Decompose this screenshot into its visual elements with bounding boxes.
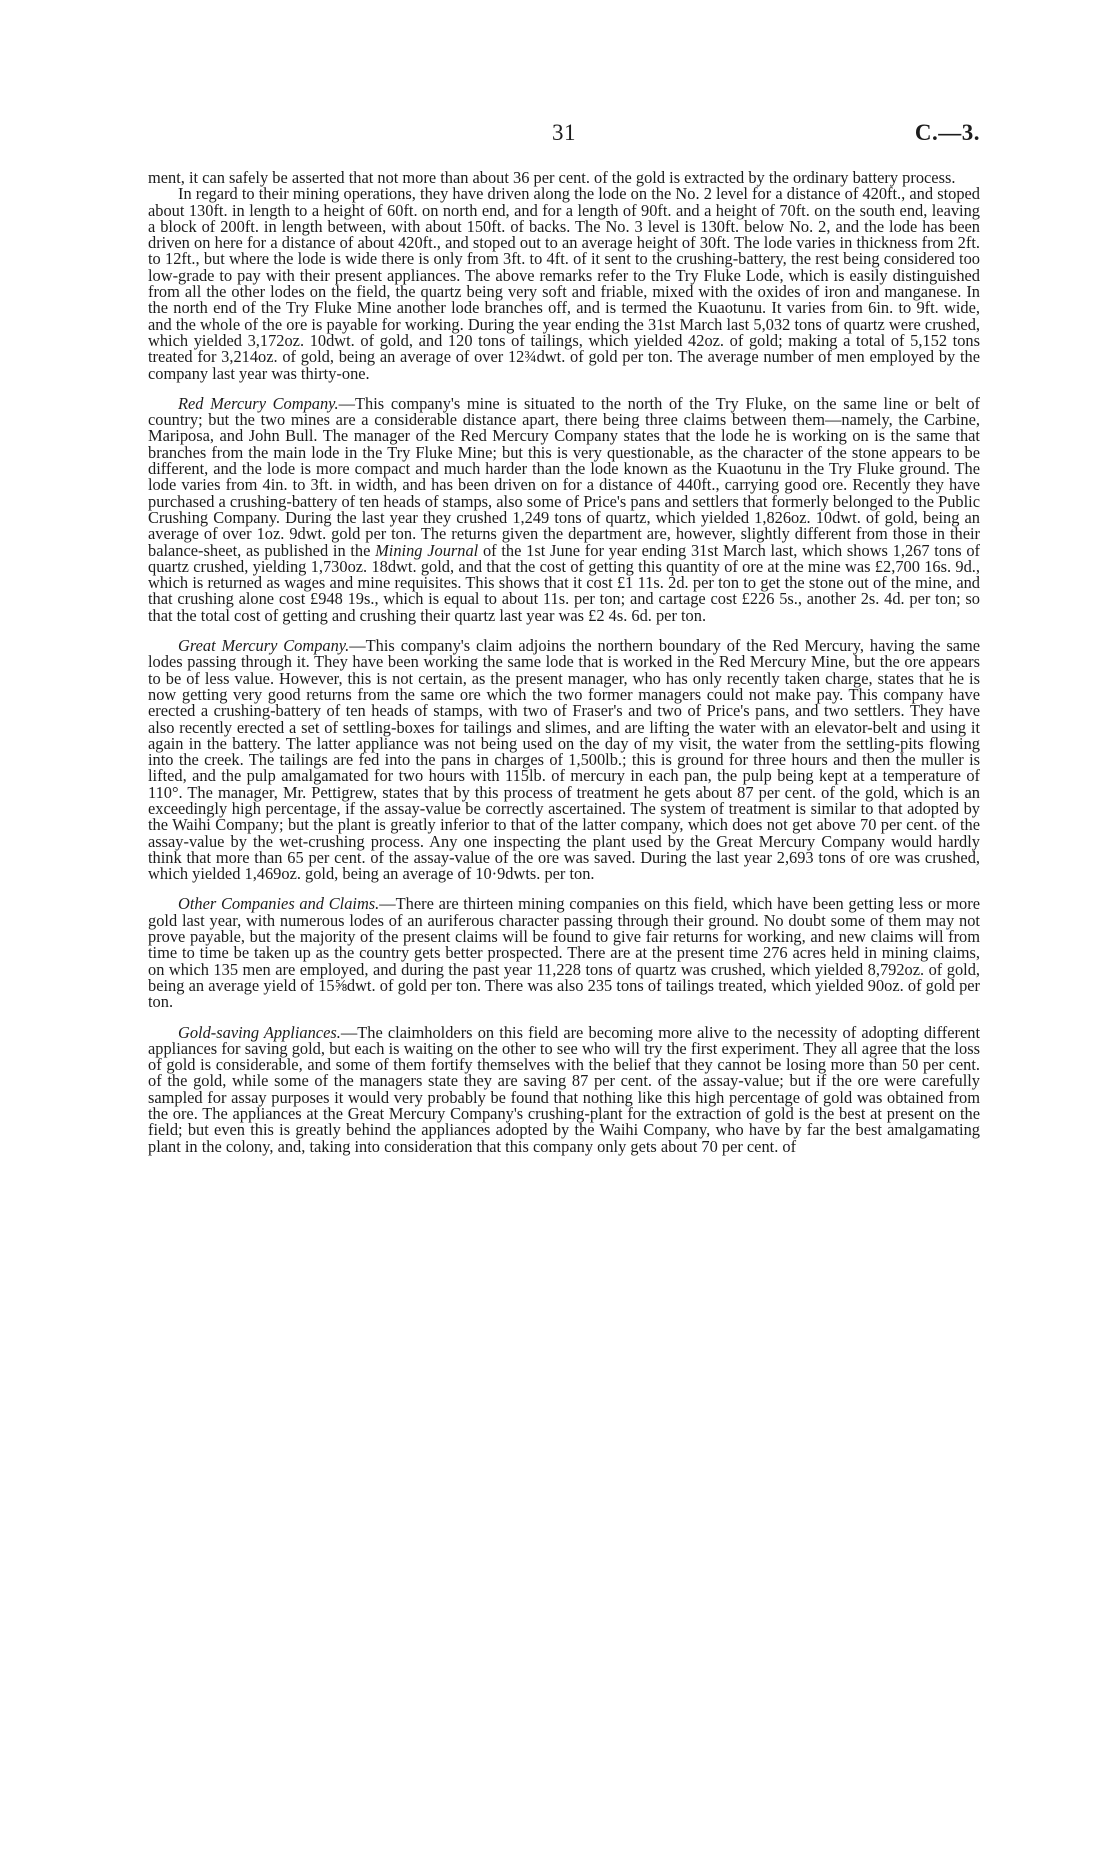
paragraph-red-mercury bbox=[148, 393, 980, 625]
paragraph-text: —There are thirteen mining companies on this field, which have been getting less or more gold last year, with numerous lodes of an auriferous character passing through their ground. No doubt some of them may not prove payable, but the majority of the present claims will be found to give fair returns for working, and new claims will from time to time be taken up as the country gets better prospected. There are at the present time 276 acres held in mining claims, on which 135 men are employed, and during the past year 11,228 tons of quartz was crushed, which yielded 8,792oz. of gold, being an average yield of 15⅝dwt. of gold per ton. There was also 235 tons of tailings treated, which yielded 90oz. of gold per ton. bbox=[148, 894, 980, 1012]
journal-title: Mining Journal bbox=[375, 540, 479, 560]
paragraph-great-mercury bbox=[148, 638, 980, 882]
page-header bbox=[148, 120, 980, 150]
paragraph-text: —This company's claim adjoins the northern boundary of the Red Mercury, having the same lodes passing through it. They have been working the same lode that is worked in the Red Mercury Mine, but the ore appears to be of less value. However, this is not certain, as the present manager, who has only recently taken charge, states that he is now getting very good returns from the same ore which the two former managers could not make pay. This company have erected a crushing-battery of ten heads of stamps, with two of Fraser's and two of Price's pans, and two settlers. They have also recently erected a set of settling-boxes for tailings and slimes, and are lifting the water with an elevator-belt and using it again in the battery. The latter appliance was not being used on the day of my visit, the water from the settling-pits flowing into the creek. The tailings are fed into the pans in charges of 1,500lb.; this is ground for three hours and then the muller is lifted, and the pulp amalgamated for two hours with 115lb. of mercury in each pan, the pulp being kept at a temperature of 110°. The manager, Mr. Pettigrew, states that by this process of treatment he gets about 87 per cent. of the gold, which is an exceedingly high percentage, if the assay-value be correctly ascertained. The system of treatment is similar to that adopted by the Waihi Company; but the plant is greatly inferior to that of the latter company, which does not get above 70 per cent. of the assay-value by the wet-crushing process. Any one inspecting the plant used by the Great Mercury Company would hardly think that more than 65 per cent. of the assay-value of the ore was saved. During the last year 2,693 tons of ore was crushed, which yielded 1,469oz. gold, being an average of 10·9dwts. per ton. bbox=[148, 636, 980, 884]
body-text bbox=[148, 170, 980, 1155]
paragraph-gold-saving bbox=[148, 1022, 980, 1156]
section-heading-other-companies: Other Companies and Claims. bbox=[178, 894, 380, 914]
page-number: 31 bbox=[552, 120, 576, 145]
paragraph-other-companies bbox=[148, 896, 980, 1010]
section-heading-red-mercury: Red Mercury Company. bbox=[178, 393, 339, 413]
paragraph-mining-operations: In regard to their mining operations, they have driven along the lode on the No. 2 level for a distance of 420ft., and stoped about 130ft. in length to a height of 60ft. on north end, and for a length of 90ft. and a height of 70ft. on the south end, leaving a block of 200ft. in length between, with about 150ft. of backs. The No. 3 level is 130ft. below No. 2, and the lode has been driven on here for a distance of about 420ft., and stoped out to an average height of 30ft. The lode varies in thickness from 2ft. to 12ft., but where the lode is wide there is only from 3ft. to 4ft. of it sent to the crushing-battery, the rest being considered too low-grade to pay with their present appliances. The above remarks refer to the Try Fluke Lode, which is easily distinguished from all the other lodes on the field, the quartz being very soft and friable, mixed with the oxides of iron and manganese. In the north end of the Try Fluke Mine another lode branches off, and is termed the Kuaotunu. It varies from 6in. to 9ft. wide, and the whole of the ore is payable for working. During the year ending the 31st March last 5,032 tons of quartz were crushed, which yielded 3,172oz. 10dwt. of gold, and 120 tons of tailings, which yielded 42oz. of gold; making a total of 5,152 tons treated for 3,214oz. of gold, being an average of over 12¾dwt. of gold per ton. The average number of men employed by the company last year was thirty-one. bbox=[148, 184, 980, 383]
paragraph-text: —The claimholders on this field are becoming more alive to the necessity of adopting different appliances for saving gold, but each is waiting on the other to see who will try the first experiment. They all agree that the loss of gold is considerable, and some of them fortify themselves with the belief that they cannot be losing more than 50 per cent. of the gold, while some of the managers state they are saving 87 per cent. of the assay-value; but if the ore were carefully sampled for assay purposes it would very probably be found that nothing like this high percentage of gold was obtained from the ore. The appliances at the Great Mercury Company's crushing-plant for the extraction of gold is the best at present on the field; but even this is greatly behind the appliances adopted by the Waihi Company, who have by far the best amalgamating plant in the colony, and, taking into consideration that this company only gets about 70 per cent. of bbox=[148, 1022, 980, 1156]
document-reference: C.—3. bbox=[914, 120, 980, 145]
paragraph-text: —This company's mine is situated to the north of the Try Fluke, on the same line or belt of country; but the two mines are a considerable distance apart, there being three claims between them—namely, the Carbine, Mariposa, and John Bull. The manager of the Red Mercury Company states that the lode he is working on is the same that branches from the main lode in the Try Fluke Mine; but this is very questionable, as the character of the stone appears to be different, and the lode is more compact and much harder than the lode known as the Kuaotunu in the Try Fluke ground. The lode varies from 4in. to 3ft. in width, and has been driven on for a distance of 440ft., carrying good ore. Recently they have purchased a crushing-battery of ten heads of stamps, also some of Price's pans and settlers that formerly belonged to the Public Crushing Company. During the last year they crushed 1,249 tons of quartz, which yielded 1,826oz. 10dwt. of gold, being an average of over 1oz. 9dwt. gold per ton. The returns given the department are, however, slightly different from those in their balance-sheet, as published in the bbox=[148, 393, 980, 560]
section-heading-great-mercury: Great Mercury Company. bbox=[178, 636, 350, 656]
section-heading-gold-saving: Gold-saving Appliances. bbox=[178, 1022, 341, 1042]
paragraph-text: of the 1st June for year ending 31st March last, which shows 1,267 tons of quartz crushed, yielding 1,730oz. 18dwt. gold, and that the cost of getting this quantity of ore at the mine was £2,700 16s. 9d., which is returned as wages and mine requisites. This shows that it cost £1 11s. 2d. per ton to get the stone out of the mine, and that crushing alone cost £948 19s., which is equal to about 11s. per ton; and cartage cost £226 5s., another 2s. 4d. per ton; so that the total cost of getting and crushing their quartz last year was £2 4s. 6d. per ton. bbox=[148, 540, 980, 625]
paragraph-continuation: ment, it can safely be asserted that not more than about 36 per cent. of the gold is extracted by the ordinary battery process. bbox=[148, 168, 956, 187]
